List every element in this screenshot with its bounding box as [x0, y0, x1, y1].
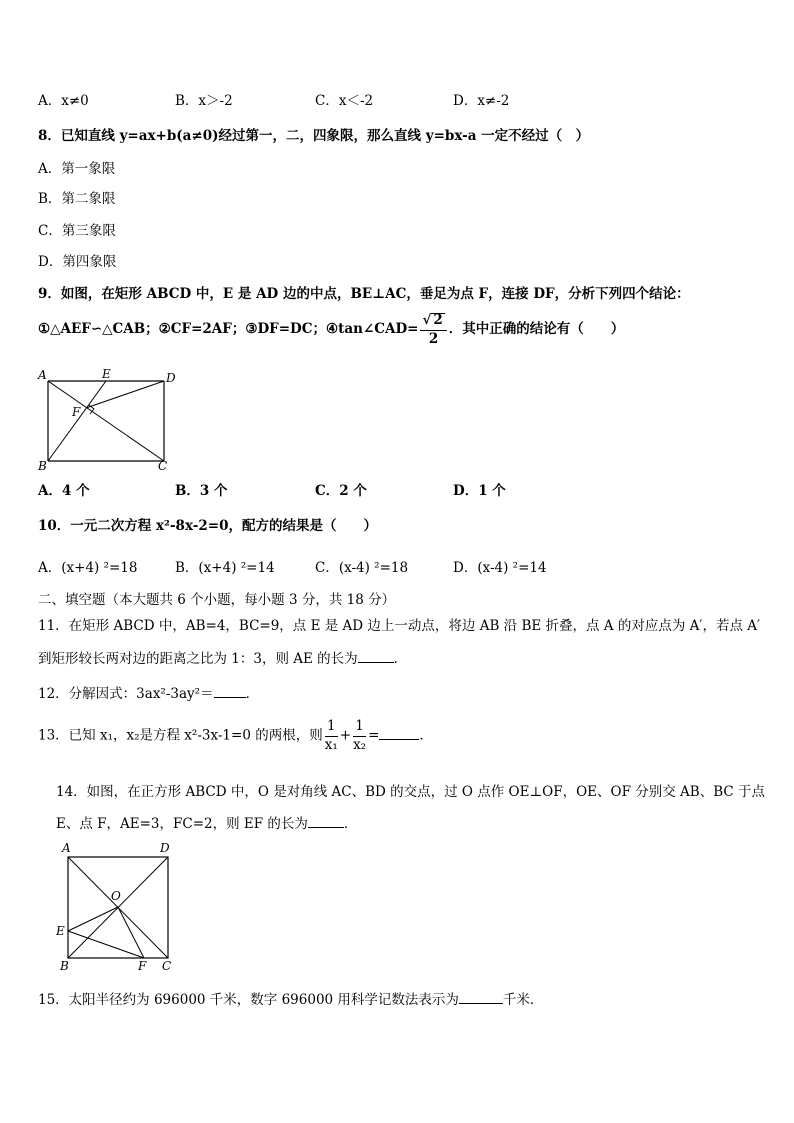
q9-label-a: A: [38, 368, 47, 382]
section-2-heading: 二、填空题（本大题共 6 个小题，每小题 3 分，共 18 分）: [38, 592, 396, 608]
q15: [38, 988, 543, 1008]
q9-fraction: $\frac{√ 2}{2}$: [420, 313, 446, 346]
q15-text: 15．太阳半径约为 696000 千米，数字 696000 用科学记数法表示为: [38, 992, 459, 1008]
q9-frac-den: 2: [428, 330, 439, 347]
q7-option-d: D．x≠-2: [453, 93, 510, 109]
q11-answer-blank[interactable]: [358, 650, 394, 663]
q13-f2-num: 1: [353, 720, 366, 737]
q11-line1: 11．在矩形 ABCD 中，AB=4，BC=9，点 E 是 AD 边上一动点，将边 AB 沿 BE 折叠，点 A 的对应点为 A′，若点 A′: [38, 618, 761, 634]
q9-conclusions-pre: ①△AEF∽△CAB；②CF=2AF；③DF=DC；④tan∠CAD=: [38, 321, 419, 337]
q11-line2-end: ．: [393, 651, 408, 667]
q8-option-a: A．第一象限: [38, 161, 116, 177]
q9-option-c: C．2 个: [315, 483, 367, 499]
q9-stem: 9．如图，在矩形 ABCD 中，E 是 AD 边的中点，BE⊥AC，垂足为点 F，连接 DF，分析下列四个结论：: [38, 286, 690, 302]
q10-stem: 10．一元二次方程 x²-8x-2=0，配方的结果是（ ）: [38, 518, 377, 534]
q12: [38, 682, 259, 702]
q9-label-e: E: [102, 367, 111, 381]
q13: [38, 720, 433, 752]
q10-option-c: C．(x-4) ²=18: [315, 560, 409, 576]
q14-label-a: A: [62, 841, 71, 855]
q14-label-b: B: [60, 959, 69, 973]
q9-conclusions: [38, 313, 624, 346]
q9-label-d: D: [166, 371, 176, 385]
q14-label-e: E: [56, 924, 65, 938]
q8-option-c: C．第三象限: [38, 223, 116, 239]
q11-line2: [38, 647, 407, 667]
q9-frac-num: 2: [433, 312, 443, 328]
q9-option-d: D．1 个: [453, 483, 506, 499]
q10-option-a: A．(x+4) ²=18: [38, 560, 138, 576]
q14-line2-end: ．: [343, 816, 358, 832]
q14-label-c: C: [162, 959, 172, 973]
q14-label-o: O: [111, 889, 121, 903]
q9-label-b: B: [38, 459, 47, 471]
q13-f1-den: x₁: [324, 736, 338, 753]
q9-figure: [36, 366, 181, 471]
q14-figure: [52, 838, 182, 976]
q13-fraction-2: [353, 720, 366, 752]
q9-option-a: A．4 个: [38, 483, 90, 499]
q9-label-c: C: [158, 459, 168, 471]
q9-option-b: B．3 个: [175, 483, 228, 499]
q13-answer-blank[interactable]: [379, 727, 419, 740]
q8-option-b: B．第二象限: [38, 191, 116, 207]
q14-answer-blank[interactable]: [308, 815, 344, 828]
q13-eq: =: [368, 727, 380, 744]
q13-end: ．: [419, 727, 433, 744]
q7-option-b: B．x＞-2: [175, 93, 233, 109]
q7-option-a: A．x≠0: [38, 93, 89, 109]
q13-f1-num: 1: [325, 720, 338, 737]
q11-line2-text: 到矩形较长两对边的距离之比为 1：3，则 AE 的长为: [38, 651, 358, 667]
q9-label-f: F: [72, 405, 81, 419]
q13-f2-den: x₂: [353, 736, 367, 753]
q9-conclusions-post: ．其中正确的结论有（ ）: [448, 321, 625, 337]
q15-answer-blank[interactable]: [459, 991, 503, 1004]
q10-option-d: D．(x-4) ²=14: [453, 560, 547, 576]
q15-end: 千米．: [502, 992, 544, 1008]
q14-line2-text: E、点 F，AE=3，FC=2，则 EF 的长为: [56, 816, 308, 832]
q10-option-b: B．(x+4) ²=14: [175, 560, 275, 576]
q14-line2: [56, 812, 357, 832]
q7-option-c: C．x＜-2: [315, 93, 374, 109]
q12-answer-blank[interactable]: [214, 685, 246, 698]
q13-pre: 13．已知 x₁，x₂是方程 x²-3x-1=0 的两根，则: [38, 727, 323, 744]
q14-label-d: D: [160, 841, 170, 855]
q13-fraction-1: [325, 720, 338, 752]
q8-stem: 8．已知直线 y=ax+b(a≠0)经过第一，二，四象限，那么直线 y=bx-a 一定不经过（ ）: [38, 128, 590, 144]
q8-option-d: D．第四象限: [38, 254, 117, 270]
q14-line1: 14．如图，在正方形 ABCD 中，O 是对角线 AC、BD 的交点，过 O 点作 OE⊥OF，OE、OF 分别交 AB、BC 于点: [56, 784, 765, 800]
q12-text: 12．分解因式：3ax²-3ay²＝: [38, 686, 214, 702]
q13-plus: +: [339, 727, 352, 744]
q12-end: ．: [245, 686, 260, 702]
q14-label-f: F: [138, 959, 147, 973]
